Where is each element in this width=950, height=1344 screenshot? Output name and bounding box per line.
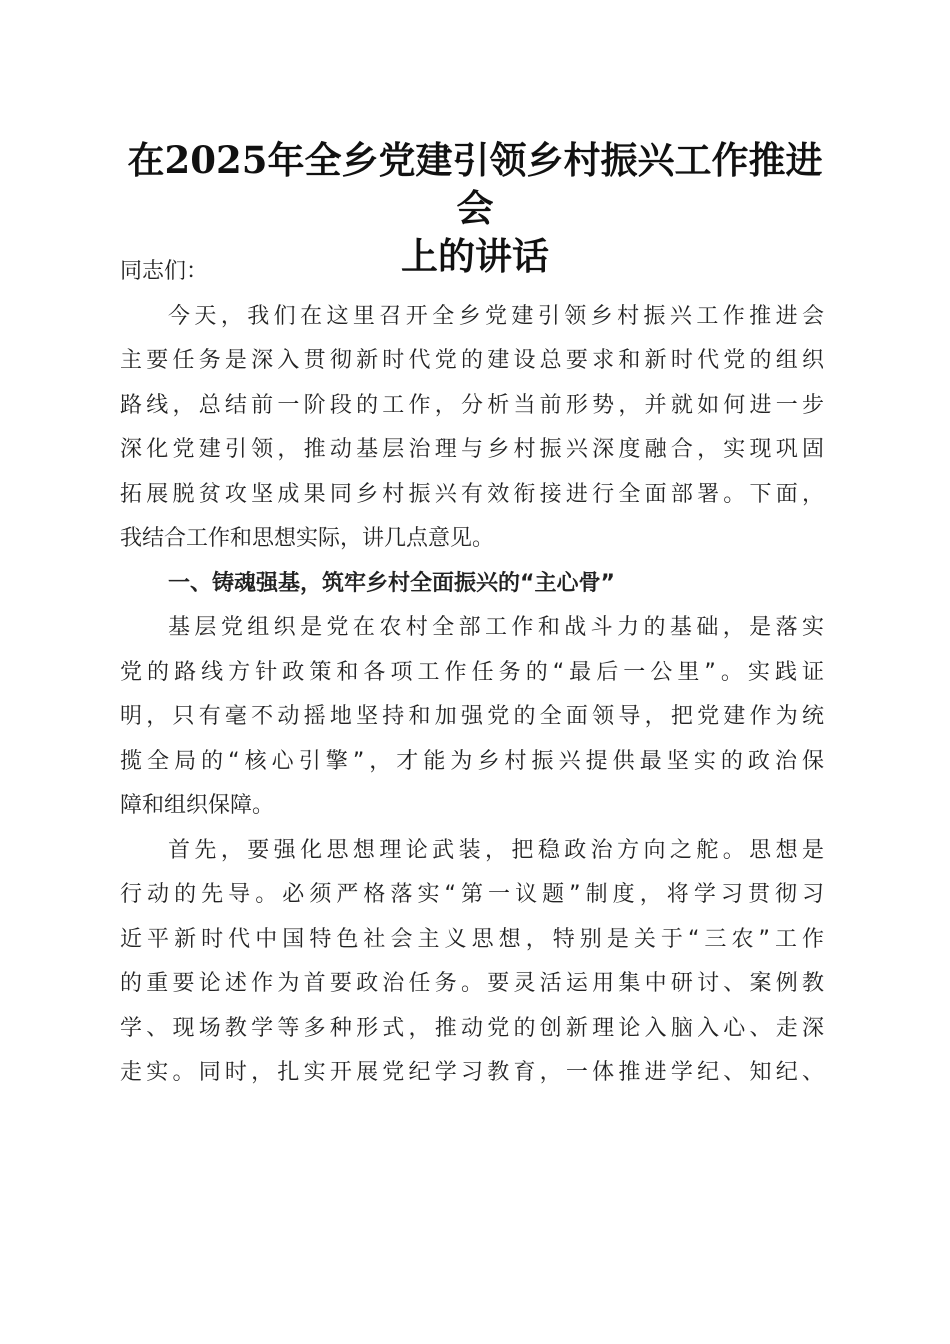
paragraph-section1-1 (120, 606, 824, 829)
paragraph-line: 行动的先导。必须严格落实“第一议题”制度，将学习贯彻习 (120, 882, 824, 907)
paragraph-line: 近平新时代中国特色社会主义思想，特别是关于“三农”工作 (120, 926, 824, 952)
paragraph-line: 的重要论述作为首要政治任务。要灵活运用集中研讨、案例教 (120, 971, 824, 996)
title-line-1: 在2025年全乡党建引领乡村振兴工作推进会 (127, 138, 823, 230)
paragraph-line: 拓展脱贫攻坚成果同乡村振兴有效衔接进行全面部署。下面， (120, 481, 824, 507)
paragraph-line: 深化党建引领，推动基层治理与乡村振兴深度融合，实现巩固 (120, 437, 824, 462)
paragraph-intro (120, 295, 824, 562)
paragraph-line: 基层党组织是党在农村全部工作和战斗力的基础，是落实 (168, 615, 824, 640)
salutation: 同志们： (120, 259, 209, 284)
paragraph-line: 学、现场教学等多种形式，推动党的创新理论入脑入心、走深 (120, 1015, 824, 1041)
section-heading-text: 一、铸魂强基，筑牢乡村全面振兴的“主心骨” (168, 570, 615, 596)
paragraph-line: 党的路线方针政策和各项工作任务的“最后一公里”。实践证 (120, 659, 824, 685)
document-body (120, 250, 824, 1096)
paragraph-line: 揽全局的“核心引擎”，才能为乡村振兴提供最坚实的政治保 (120, 748, 824, 774)
title-line-2: 上的讲话 (401, 234, 549, 278)
paragraph-line: 我结合工作和思想实际，讲几点意见。 (120, 526, 495, 551)
paragraph-line: 走实。同时，扎实开展党纪学习教育，一体推进学纪、知纪、 (120, 1060, 824, 1085)
paragraph-line: 路线，总结前一阶段的工作，分析当前形势，并就如何进一步 (120, 392, 824, 418)
section-heading-1 (120, 562, 824, 607)
paragraph-line: 今天，我们在这里召开全乡党建引领乡村振兴工作推进会 (168, 303, 824, 329)
paragraph-line: 主要任务是深入贯彻新时代党的建设总要求和新时代党的组织 (120, 348, 824, 373)
paragraph-line: 障和组织保障。 (120, 793, 275, 818)
paragraph-line: 明，只有毫不动摇地坚持和加强党的全面领导，把党建作为统 (120, 704, 824, 729)
paragraph-line: 首先，要强化思想理论武装，把稳政治方向之舵。思想是 (168, 837, 824, 863)
paragraph-section1-2 (120, 829, 824, 1096)
